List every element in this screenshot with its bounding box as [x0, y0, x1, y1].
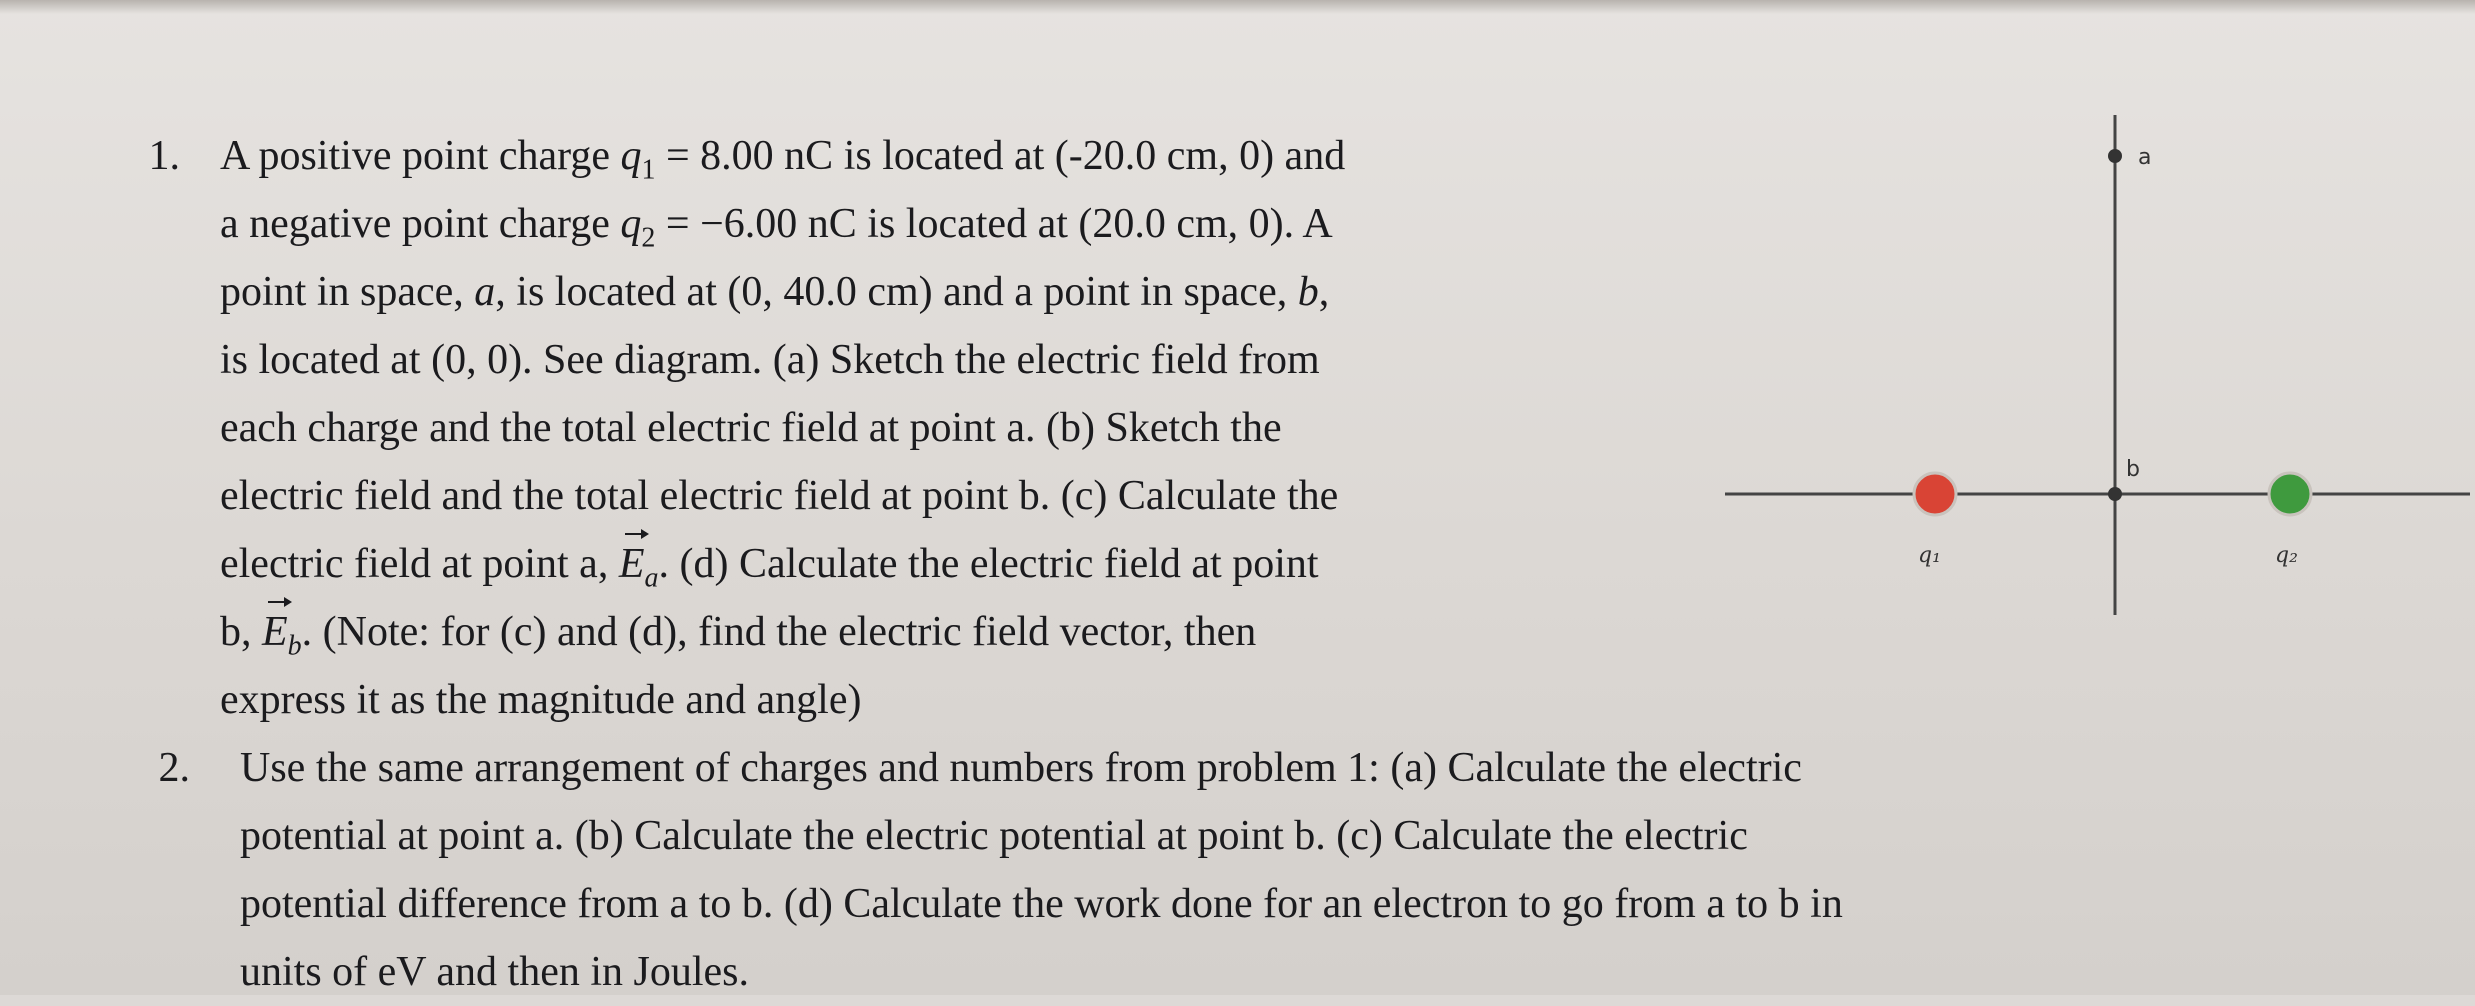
problem-1-line-5: each charge and the total electric field at point a. (b) Sketch the [220, 405, 1282, 451]
problem-1-line-1: A positive point charge $q_1 = 8.00$ nC is located at (-20.0 cm, 0) and [220, 133, 1346, 186]
charge-diagram [1720, 110, 2475, 630]
page-top-shadow [0, 0, 2475, 14]
vector-e-a: $E_a$ [619, 530, 659, 612]
problem-1-line-2: a negative point charge $q_2 = -6.00$ nC is located at (20.0 cm, 0). A [220, 201, 1333, 254]
charge-q1-label: q₁ [1918, 543, 1941, 568]
point-b-marker [2108, 487, 2122, 501]
point-b-label: b [2126, 457, 2140, 482]
problem-2-number: 2. [158, 745, 190, 791]
problem-1-line-4: is located at (0, 0). See diagram. (a) Sketch the electric field from [220, 337, 1320, 383]
problem-2-line-3: potential difference from a to b. (d) Calculate the work done for an electron to go from a to b in [240, 881, 1843, 927]
charge-q2 [2269, 473, 2311, 515]
problem-1-number: 1. [148, 133, 180, 179]
problem-2-line-4: units of eV and then in Joules. [240, 949, 750, 995]
problem-1-line-3: point in space, a, is located at (0, 40.0 cm) and a point in space, b, [220, 269, 1330, 315]
charge-diagram-svg [1720, 110, 2475, 630]
problem-1-line-9: express it as the magnitude and angle) [220, 677, 862, 723]
charge-q1 [1914, 473, 1956, 515]
vector-e-b: $E_b$ [262, 598, 302, 680]
problem-2-text [240, 734, 1843, 1006]
problem-1-text [220, 122, 1345, 734]
problem-2-line-1: Use the same arrangement of charges and numbers from problem 1: (a) Calculate the electric [240, 745, 1802, 791]
problem-2-line-2: potential at point a. (b) Calculate the electric potential at point b. (c) Calculate the electric [240, 813, 1748, 859]
problem-1-line-6: electric field and the total electric field at point b. (c) Calculate the [220, 473, 1339, 519]
point-a-label: a [2138, 145, 2152, 170]
charge-q2-label: q₂ [2275, 543, 2298, 568]
point-a-marker [2108, 149, 2122, 163]
problem-1-line-8: b, $E_b$. (Note: for (c) and (d), find the electric field vector, then [220, 598, 1345, 666]
problem-1-line-7: electric field at point a, $E_a$. (d) Calculate the electric field at point [220, 530, 1345, 598]
